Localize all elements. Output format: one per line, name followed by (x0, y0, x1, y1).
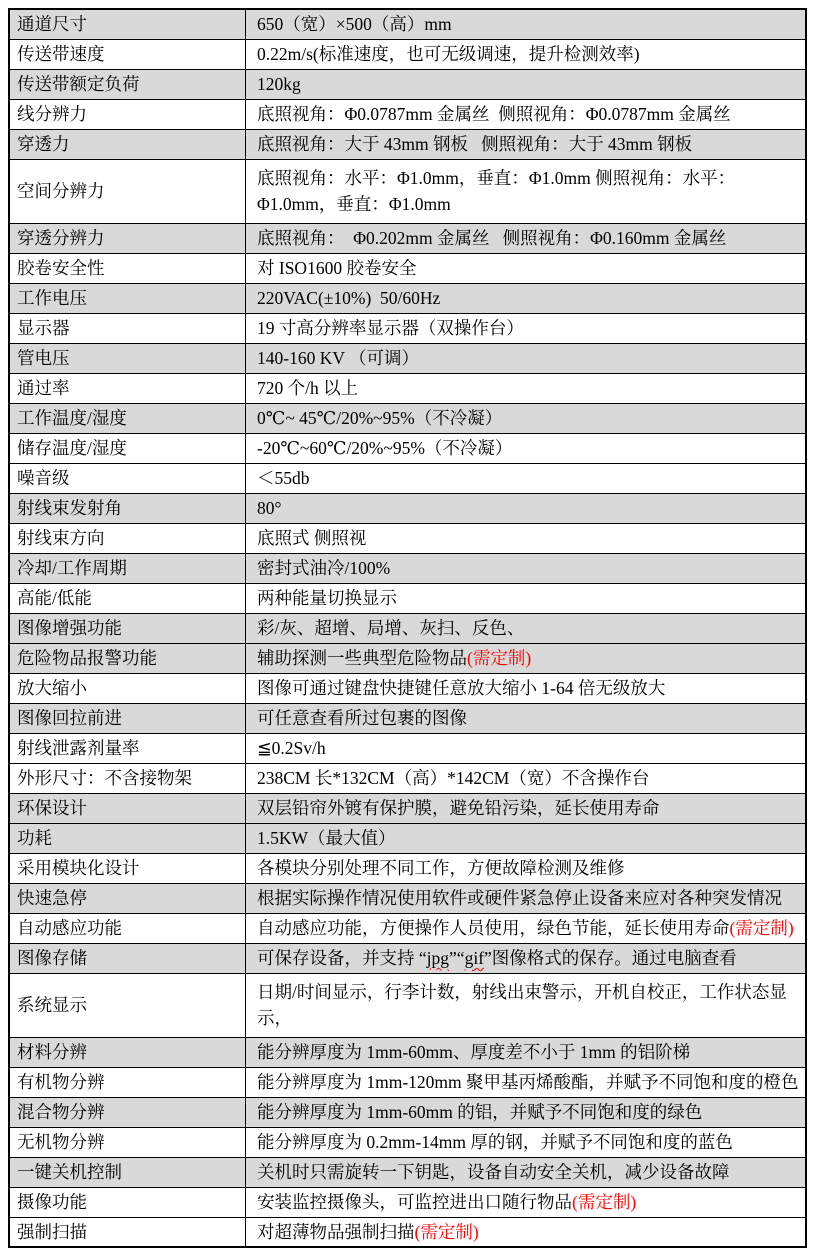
spec-label: 通过率 (9, 373, 246, 403)
spec-value-text: 底照视角： Φ0.202mm 金属丝 侧照视角：Φ0.160mm 金属丝 (257, 228, 727, 248)
spec-value-text: 0.22m/s(标准速度，也可无级调速，提升检测效率) (257, 44, 640, 64)
spec-row (9, 673, 806, 703)
spec-row (9, 493, 806, 523)
spec-row (9, 9, 806, 39)
spec-label: 高能/低能 (9, 583, 246, 613)
spec-label: 通道尺寸 (9, 9, 246, 39)
spec-value (246, 1157, 807, 1187)
spec-row (9, 763, 806, 793)
spec-value (246, 733, 807, 763)
spec-value-text: ”图像格式的保存。通过电脑查看 (484, 948, 737, 968)
spec-value-text: 双层铅帘外镀有保护膜，避免铅污染，延长使用寿命 (257, 798, 660, 818)
spec-label: 射线束方向 (9, 523, 246, 553)
spec-row (9, 99, 806, 129)
spec-value (246, 913, 807, 943)
spec-row (9, 223, 806, 253)
spec-value (246, 1067, 807, 1097)
custom-required-note: (需定制) (729, 918, 794, 938)
spec-value-text: 能分辨厚度为 1mm-60mm、厚度差不小于 1mm 的铝阶梯 (257, 1042, 691, 1062)
spec-label: 外形尺寸：不含接物架 (9, 763, 246, 793)
spec-label: 传送带额定负荷 (9, 69, 246, 99)
spec-value-text: 底照视角：水平：Φ1.0mm，垂直：Φ1.0mm 侧照视角：水平：Φ1.0mm，垂直：Φ1.0mm (257, 168, 736, 214)
spec-label: 线分辨力 (9, 99, 246, 129)
custom-required-note: (需定制) (467, 648, 532, 668)
spec-value-text: ＜55db (257, 468, 310, 488)
misspelled-word: jpg (426, 948, 450, 968)
spec-row (9, 1067, 806, 1097)
spec-value (246, 703, 807, 733)
spec-table-body (9, 9, 806, 1247)
spec-row (9, 943, 806, 973)
spec-value-text: ≦0.2Sv/h (257, 738, 326, 758)
spec-value-text: 日期/时间显示，行李计数，射线出束警示，开机自校正，工作状态显示， (257, 982, 787, 1028)
spec-value (246, 373, 807, 403)
spec-value (246, 313, 807, 343)
spec-value-text: 底照视角：Φ0.0787mm 金属丝 侧照视角：Φ0.0787mm 金属丝 (257, 104, 731, 124)
spec-row (9, 39, 806, 69)
spec-label: 图像增强功能 (9, 613, 246, 643)
spec-label: 工作电压 (9, 283, 246, 313)
spec-row (9, 463, 806, 493)
spec-value (246, 643, 807, 673)
spec-value-text: 19 寸高分辨率显示器（双操作台） (257, 318, 524, 338)
spec-label: 强制扫描 (9, 1217, 246, 1247)
spec-value (246, 253, 807, 283)
spec-label: 危险物品报警功能 (9, 643, 246, 673)
spec-row (9, 159, 806, 223)
spec-table (8, 8, 807, 1248)
spec-value (246, 1097, 807, 1127)
spec-row (9, 643, 806, 673)
spec-value-text: 底照式 侧照视 (257, 528, 367, 548)
spec-value (246, 9, 807, 39)
spec-row (9, 343, 806, 373)
spec-value (246, 403, 807, 433)
spec-value (246, 853, 807, 883)
spec-value (246, 39, 807, 69)
spec-label: 图像回拉前进 (9, 703, 246, 733)
spec-label: 穿透力 (9, 129, 246, 159)
spec-value (246, 1217, 807, 1247)
spec-label: 传送带速度 (9, 39, 246, 69)
spec-value-text: 底照视角：大于 43mm 钢板 侧照视角：大于 43mm 钢板 (257, 134, 693, 154)
spec-value-text: 120kg (257, 74, 301, 94)
spec-value-text: 各模块分别处理不同工作，方便故障检测及维修 (257, 858, 625, 878)
spec-label: 系统显示 (9, 973, 246, 1037)
spec-value-text: 关机时只需旋转一下钥匙，设备自动安全关机，减少设备故障 (257, 1162, 730, 1182)
spec-value (246, 973, 807, 1037)
spec-row (9, 1037, 806, 1067)
spec-value-text: 密封式油冷/100% (257, 558, 391, 578)
spec-value-text: 自动感应功能，方便操作人员使用，绿色节能，延长使用寿命 (257, 918, 730, 938)
spec-value-text: 彩/灰、超增、局增、灰扫、反色、 (257, 618, 525, 638)
spec-label: 快速急停 (9, 883, 246, 913)
spec-row (9, 129, 806, 159)
custom-required-note: (需定制) (572, 1192, 637, 1212)
spec-row (9, 853, 806, 883)
spec-value-text: 238CM 长*132CM（高）*142CM（宽）不含操作台 (257, 768, 650, 788)
spec-value (246, 583, 807, 613)
spec-label: 噪音级 (9, 463, 246, 493)
spec-row (9, 823, 806, 853)
spec-value (246, 613, 807, 643)
spec-label: 冷却/工作周期 (9, 553, 246, 583)
spec-label: 储存温度/湿度 (9, 433, 246, 463)
spec-label: 自动感应功能 (9, 913, 246, 943)
spec-value-text: 220VAC(±10%) 50/60Hz (257, 288, 441, 308)
spec-row (9, 313, 806, 343)
spec-row (9, 703, 806, 733)
spec-value-text: -20℃~60℃/20%~95%（不冷凝） (257, 438, 513, 458)
spec-value (246, 883, 807, 913)
spec-value (246, 69, 807, 99)
spec-value (246, 553, 807, 583)
spec-label: 采用模块化设计 (9, 853, 246, 883)
spec-value (246, 129, 807, 159)
spec-value (246, 673, 807, 703)
spec-value-text: 对超薄物品强制扫描 (257, 1221, 415, 1242)
spec-value-text: 720 个/h 以上 (257, 378, 359, 398)
spec-label: 摄像功能 (9, 1187, 246, 1217)
spec-label: 功耗 (9, 823, 246, 853)
spec-value-text: 80° (257, 498, 282, 518)
spec-label: 射线泄露剂量率 (9, 733, 246, 763)
spec-row (9, 403, 806, 433)
spec-value-text: ”“ (449, 948, 465, 968)
spec-label: 图像存储 (9, 943, 246, 973)
spec-row (9, 373, 806, 403)
spec-label: 胶卷安全性 (9, 253, 246, 283)
spec-value-text: 安装监控摄像头，可监控进出口随行物品 (257, 1192, 572, 1212)
spec-value-text: 辅助探测一些典型危险物品 (257, 648, 467, 668)
spec-row (9, 913, 806, 943)
spec-value-text: 两种能量切换显示 (257, 588, 397, 608)
spec-row (9, 883, 806, 913)
spec-label: 无机物分辨 (9, 1127, 246, 1157)
spec-value-text: 图像可通过键盘快捷键任意放大缩小 1-64 倍无级放大 (257, 678, 666, 698)
spec-label: 穿透分辨力 (9, 223, 246, 253)
spec-row (9, 69, 806, 99)
spec-value-text: 140-160 KV （可调） (257, 348, 420, 368)
spec-value (246, 223, 807, 253)
spec-value (246, 823, 807, 853)
spec-value-text: 能分辨厚度为 1mm-60mm 的铝，并赋予不同饱和度的绿色 (257, 1102, 703, 1122)
spec-label: 有机物分辨 (9, 1067, 246, 1097)
spec-row (9, 523, 806, 553)
spec-label: 工作温度/湿度 (9, 403, 246, 433)
spec-label: 空间分辨力 (9, 159, 246, 223)
spec-value (246, 343, 807, 373)
spec-label: 放大缩小 (9, 673, 246, 703)
spec-value-text: 根据实际操作情况使用软件或硬件紧急停止设备来应对各种突发情况 (257, 888, 782, 908)
spec-value-text: 对 ISO1600 胶卷安全 (257, 258, 417, 278)
spec-row (9, 553, 806, 583)
spec-row (9, 253, 806, 283)
spec-row (9, 793, 806, 823)
spec-row (9, 583, 806, 613)
spec-row (9, 613, 806, 643)
spec-value (246, 433, 807, 463)
spec-row (9, 733, 806, 763)
spec-value (246, 763, 807, 793)
custom-required-note: (需定制) (414, 1221, 479, 1242)
spec-row (9, 1157, 806, 1187)
spec-value-text: 可保存设备，并支持 “ (257, 948, 427, 968)
spec-label: 显示器 (9, 313, 246, 343)
spec-value (246, 493, 807, 523)
spec-label: 材料分辨 (9, 1037, 246, 1067)
spec-value-text: 0℃~ 45℃/20%~95%（不冷凝） (257, 408, 503, 428)
spec-value-text: 可任意查看所过包裹的图像 (257, 708, 467, 728)
spec-row (9, 1217, 806, 1247)
spec-row (9, 433, 806, 463)
spec-row (9, 1187, 806, 1217)
spec-label: 射线束发射角 (9, 493, 246, 523)
spec-value (246, 1187, 807, 1217)
spec-row (9, 973, 806, 1037)
spec-value (246, 793, 807, 823)
spec-value (246, 1127, 807, 1157)
spec-value (246, 463, 807, 493)
spec-value-text: 能分辨厚度为 1mm-120mm 聚甲基丙烯酸酯，并赋予不同饱和度的橙色 (257, 1072, 799, 1092)
spec-value-text: 能分辨厚度为 0.2mm-14mm 厚的钢，并赋予不同饱和度的蓝色 (257, 1132, 733, 1152)
spec-value (246, 943, 807, 973)
spec-label: 管电压 (9, 343, 246, 373)
spec-value-text: 650（宽）×500（高）mm (257, 14, 452, 35)
spec-label: 混合物分辨 (9, 1097, 246, 1127)
spec-label: 环保设计 (9, 793, 246, 823)
spec-value (246, 99, 807, 129)
spec-row (9, 283, 806, 313)
spec-row (9, 1127, 806, 1157)
spec-row (9, 1097, 806, 1127)
spec-value (246, 159, 807, 223)
spec-label: 一键关机控制 (9, 1157, 246, 1187)
misspelled-word: gif (464, 948, 485, 968)
spec-value-text: 1.5KW（最大值） (257, 828, 396, 848)
spec-value (246, 523, 807, 553)
spec-value (246, 283, 807, 313)
spec-value (246, 1037, 807, 1067)
